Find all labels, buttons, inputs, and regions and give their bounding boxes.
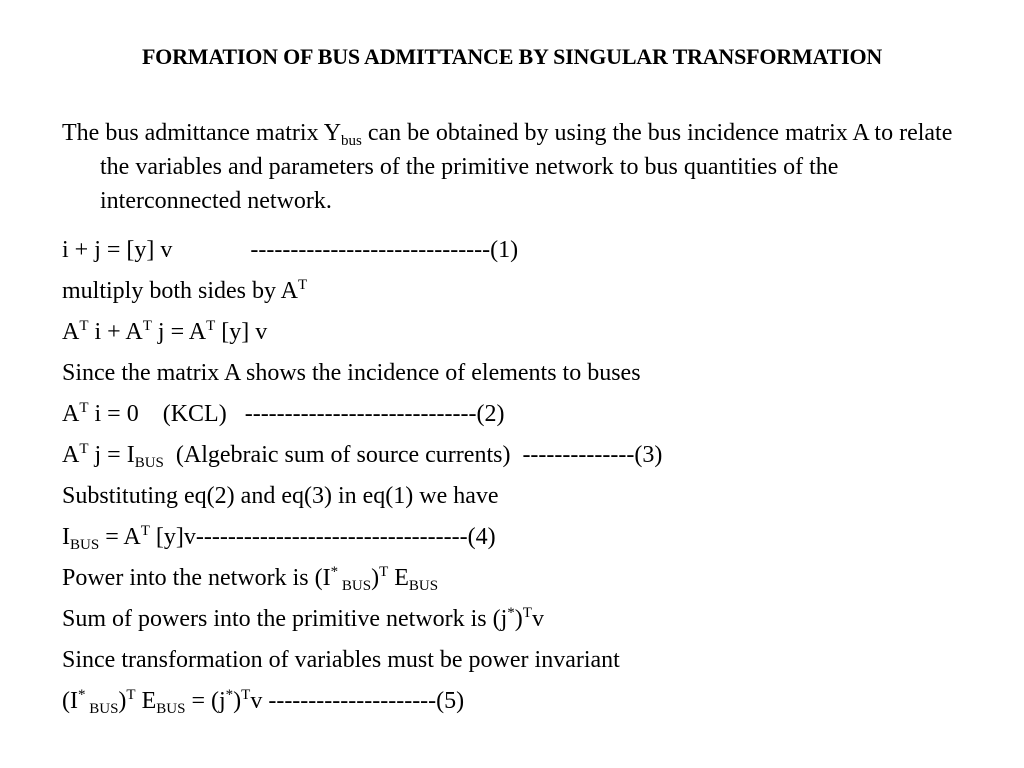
equation-5-part: ): [118, 688, 127, 714]
power-sup: T: [379, 564, 389, 580]
transpose-eq-part: j = A: [151, 319, 207, 345]
power-part: ): [371, 565, 380, 591]
transpose-eq-sup: T: [79, 318, 89, 334]
equation-2: [62, 394, 972, 435]
slide-body: [62, 116, 972, 722]
sum-sup: T: [522, 605, 532, 621]
equation-5-sup: T: [241, 687, 251, 703]
equation-4-part: I: [62, 524, 70, 550]
equation-1-rhs: ------------------------------(1): [250, 237, 519, 263]
equation-4: [62, 517, 972, 558]
intro-subscript: bus: [341, 133, 362, 149]
equation-2-sup: T: [79, 400, 89, 416]
equation-4-part: = A: [99, 524, 141, 550]
equation-4-part: [y]v----------------------------------(4): [149, 524, 496, 550]
equation-2-part: i = 0 (KCL) -----------------------------(2): [88, 401, 505, 427]
sum-part: ): [514, 606, 523, 632]
equation-3-part: j = I: [88, 442, 135, 468]
invariant-line: Since transformation of variables must be power invariant: [62, 647, 620, 673]
equation-4-sub: BUS: [70, 537, 100, 553]
equation-3: [62, 435, 972, 476]
equation-3-part: (Algebraic sum of source currents) --------------(3): [163, 442, 663, 468]
sum-part: Sum of powers into the primitive network is (j: [62, 606, 508, 632]
sum-sup: *: [507, 605, 515, 621]
equation-5-sup: *: [77, 687, 86, 703]
transpose-equation: [62, 312, 972, 353]
equation-5-sup: T: [126, 687, 136, 703]
slide-title: FORMATION OF BUS ADMITTANCE BY SINGULAR TRANSFORMATION: [141, 44, 883, 69]
equation-1: [62, 230, 972, 271]
equation-5-part: ): [233, 688, 242, 714]
transpose-eq-part: i + A: [88, 319, 143, 345]
sum-part: v: [531, 606, 544, 632]
equation-5-part: = (j: [185, 688, 226, 714]
multiply-text: multiply both sides by A: [62, 278, 299, 304]
intro-text-end: can be obtained by using the bus incidence matrix A to relate the variables and parameters of the primitive network to bus quantities of the interconnected network.: [100, 120, 953, 214]
equation-3-sup: T: [79, 441, 89, 457]
equation-4-sup: T: [140, 523, 150, 539]
intro-paragraph: [62, 116, 972, 218]
equation-3-part: A: [62, 442, 80, 468]
equation-5-sup: *: [225, 687, 234, 703]
power-part: Power into the network is (I: [62, 565, 331, 591]
power-sub: BUS: [408, 578, 439, 594]
transpose-eq-part: A: [62, 319, 80, 345]
equation-5-sub: BUS: [85, 701, 119, 717]
equation-5-sub: BUS: [156, 701, 186, 717]
sum-powers-line: [62, 599, 972, 640]
equation-5-part: (I: [62, 688, 78, 714]
equation-1-lhs: i + j = [y] v: [62, 237, 173, 263]
power-sub: BUS: [338, 578, 372, 594]
equation-5-part: v ---------------------(5): [250, 688, 465, 714]
equation-5: [62, 681, 972, 722]
intro-text-start: The bus admittance matrix Y: [62, 120, 342, 146]
transpose-eq-sup: T: [206, 318, 216, 334]
power-part: E: [388, 565, 409, 591]
substituting-line: Substituting eq(2) and eq(3) in eq(1) we have: [62, 483, 499, 509]
power-line: [62, 558, 972, 599]
transpose-eq-part: [y] v: [215, 319, 268, 345]
power-sup: *: [330, 564, 339, 580]
equation-3-sub: BUS: [134, 455, 164, 471]
equation-5-part: E: [135, 688, 157, 714]
multiply-line: [62, 271, 972, 312]
multiply-superscript: T: [298, 277, 308, 293]
transpose-eq-sup: T: [142, 318, 152, 334]
equation-2-part: A: [62, 401, 80, 427]
incidence-line: Since the matrix A shows the incidence of elements to buses: [62, 360, 641, 386]
